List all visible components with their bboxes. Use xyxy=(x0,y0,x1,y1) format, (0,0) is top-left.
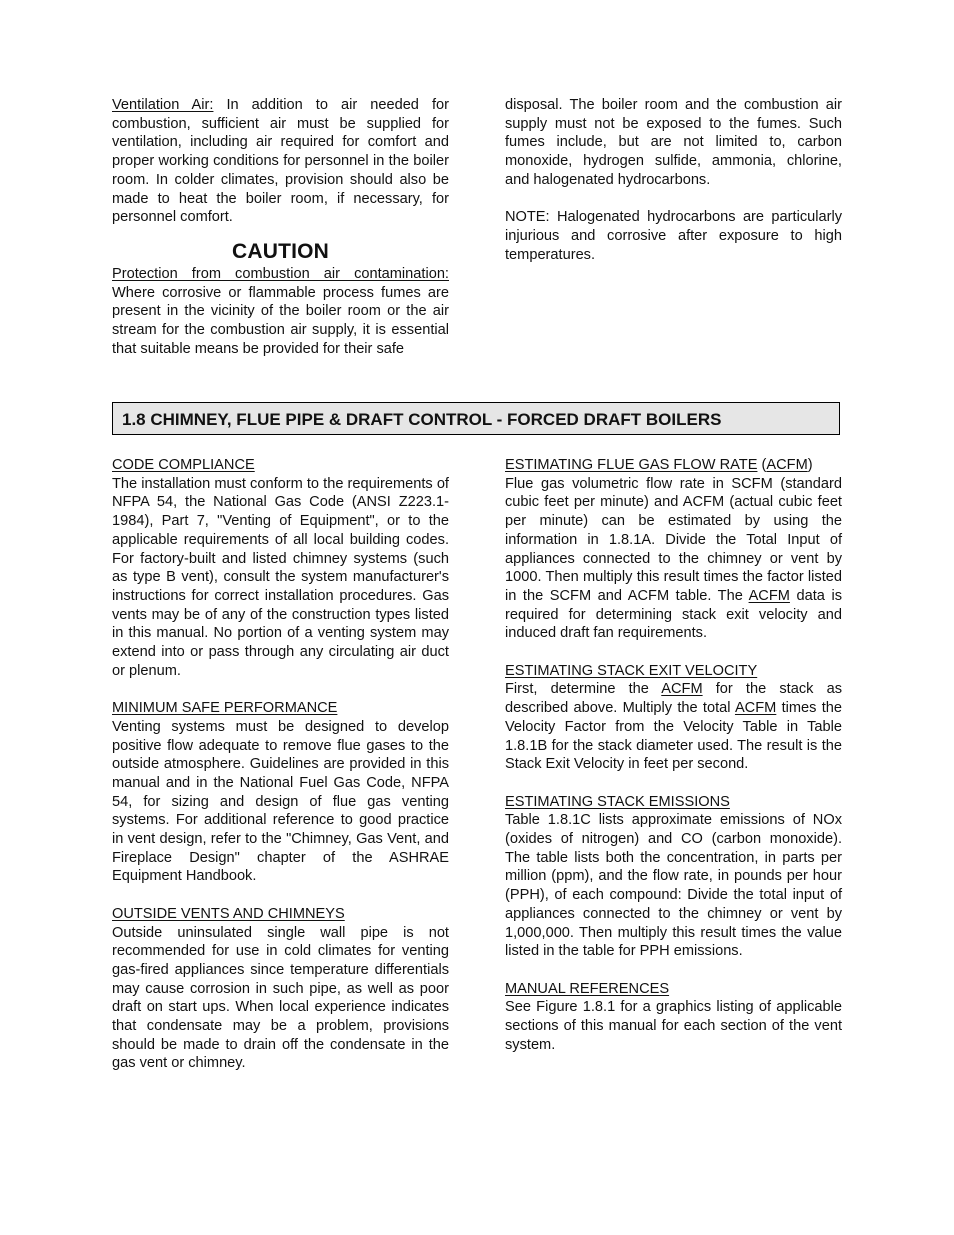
left-column xyxy=(112,456,449,1073)
minimum-safe-performance-text: Venting systems must be designed to develop positive flow adequate to remove flue gases to the outside atmosphere. Guidelines are provided in this manual and in the National Fuel Gas Code, NFPA 54, for sizing and design of flue gas venting systems. For additional reference to good practice in vent design, refer to the "Chimney, Gas Vent, and Fireplace Design" chapter of the ASHRAE Equipment Handbook. xyxy=(112,718,449,885)
stack-emissions-heading: ESTIMATING STACK EMISSIONS xyxy=(505,793,730,810)
outside-vents-heading: OUTSIDE VENTS AND CHIMNEYS xyxy=(112,905,345,922)
stack-exit-velocity-text xyxy=(505,680,842,774)
protection-text: Where corrosive or flammable process fumes are present in the vicinity of the boiler room or the air stream for the combustion air supply, it is essential that suitable means be provided for their safe xyxy=(112,284,449,357)
stack-exit-velocity-heading: ESTIMATING STACK EXIT VELOCITY xyxy=(505,662,758,679)
ventilation-air-paragraph xyxy=(112,96,449,227)
stack-exit-text-1: First, determine the xyxy=(505,681,662,698)
top-left-column xyxy=(112,96,449,358)
outside-vents-text: Outside uninsulated single wall pipe is not recommended for use in cold climates for venting gas-fired appliances since temperature differentials may cause corrosion in such pipe, as well as poor draft on start ups. When local experience indicates that condensate may be a problem, provisions should be made to drain off the condensate in the gas vent or chimney. xyxy=(112,924,449,1072)
ventilation-air-text: In addition to air needed for combustion, sufficient air must be supplied for ventilation, including air required for comfort and proper working conditions for personnel in the boiler room. In colder climates, provision should also be made to heat the boiler room, if necessary, for personnel comfort. xyxy=(112,97,449,226)
minimum-safe-performance-heading: MINIMUM SAFE PERFORMANCE xyxy=(112,700,338,717)
heading-acfm: ACFM xyxy=(766,457,808,473)
flue-gas-flow-heading xyxy=(505,456,842,475)
acfm-term: ACFM xyxy=(734,700,777,717)
code-compliance-heading: CODE COMPLIANCE xyxy=(112,457,255,473)
top-right-column xyxy=(505,96,842,264)
flue-gas-flow-text-1: Flue gas volumetric flow rate in SCFM (standard cubic feet per minute) and ACFM (actual cubic feet per minute) can be estimated by using the information in 1.8.1A. Divide the Total Input of appliances connected to the chimney or vent by 1000. Then multiply this result times the factor listed in the SCFM and ACFM table. The xyxy=(505,475,842,604)
stack-emissions-text: Table 1.8.1C lists approximate emissions of NOx (oxides of nitrogen) and CO (carbon monoxide). The table lists both the concentration, in parts per million (ppm), and the flow rate, in pounds per hour (PPH), of each compound: Divide the total input of appliances connected to the chimney or vent by 1,000,000. Then multiply this result times the value listed in the table for PPH emissions. xyxy=(505,812,842,960)
caution-title: CAUTION xyxy=(231,239,330,263)
heading-paren-close: ) xyxy=(807,457,813,473)
section-header: 1.8 CHIMNEY, FLUE PIPE & DRAFT CONTROL - FORCED DRAFT BOILERS xyxy=(112,402,840,435)
code-compliance-text: The installation must conform to the requirements of NFPA 54, the National Gas Code (ANSI Z223.1-1984), Part 7, "Venting of Equipment", or to the applicable requirements of all local building codes. For factory-built and listed chimney systems (such as type B vent), consult the system manufacturer's instructions for correct installation procedures. Gas vents may be of any of the construction types listed in this manual. No portion of a venting system may extend into or pass through any circulating air duct or plenum. xyxy=(112,475,449,679)
protection-paragraph xyxy=(112,265,449,359)
protection-label: Protection from combustion air contamination: xyxy=(112,265,449,282)
heading-paren-open: ( xyxy=(757,457,767,473)
stack-exit-text-2: for the stack as described above. Multiply the total xyxy=(505,681,842,717)
acfm-term: ACFM xyxy=(661,681,703,698)
ventilation-air-label: Ventilation Air: xyxy=(112,97,214,113)
fumes-continuation-paragraph: disposal. The boiler room and the combustion air supply must not be exposed to the fumes. Such fumes include, but are not limited to, carbon monoxide, hydrogen sulfide, ammonia, chlorine, and halogenated hydrocarbons. xyxy=(505,97,842,188)
manual-references-heading: MANUAL REFERENCES xyxy=(505,980,670,997)
right-column xyxy=(505,456,842,1054)
stack-exit-text-3: times the Velocity Factor from the Velocity Table in Table 1.8.1B for the stack diameter used. The result is the Stack Exit Velocity in feet per second. xyxy=(505,700,842,773)
note-paragraph: NOTE: Halogenated hydrocarbons are particularly injurious and corrosive after exposure to high temperatures. xyxy=(505,209,842,263)
manual-references-text: See Figure 1.8.1 for a graphics listing of applicable sections of this manual for each section of the vent system. xyxy=(505,999,842,1053)
acfm-term: ACFM xyxy=(748,587,790,604)
flue-gas-flow-text xyxy=(505,475,842,643)
flue-gas-flow-heading-text: ESTIMATING FLUE GAS FLOW RATE xyxy=(505,457,758,473)
flue-gas-flow-text-2: data is required for determining stack exit velocity and induced draft fan requirements. xyxy=(505,587,842,642)
